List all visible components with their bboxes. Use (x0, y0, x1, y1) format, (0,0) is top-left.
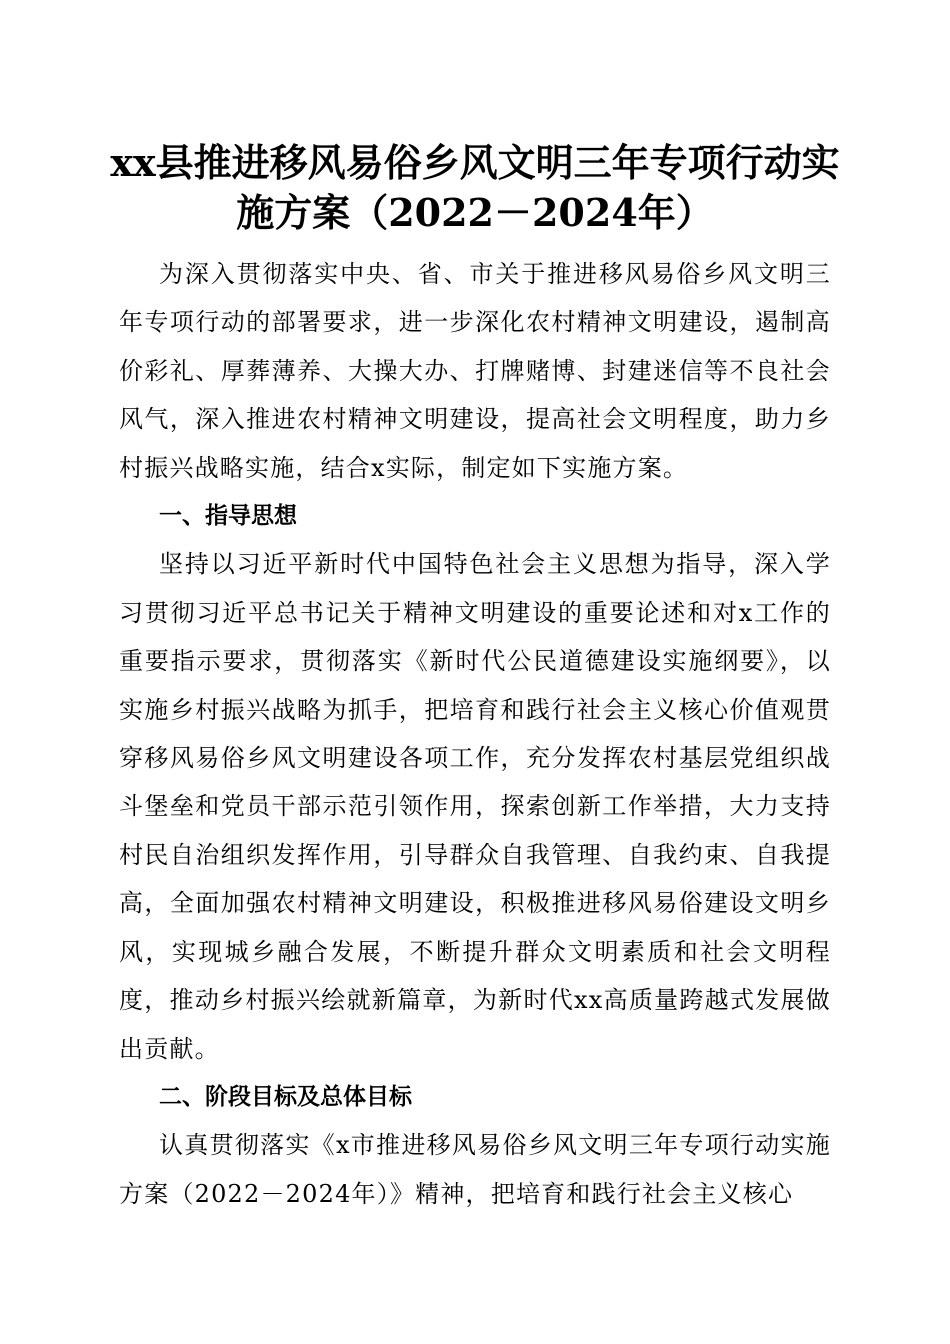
document-body (119, 250, 831, 1218)
section-heading-goals: 二、阶段目标及总体目标 (159, 1083, 412, 1110)
guiding-thought-paragraph: 坚持以习近平新时代中国特色社会主义思想为指导，深入学习贯彻习近平总书记关于精神文明建设的重要论述和对x工作的重要指示要求，贯彻落实《新时代公民道德建设实施纲要》，以实施乡村振兴战略为抓手，把培育和践行社会主义核心价值观贯穿移风易俗乡风文明建设各项工作，充分发挥农村基层党组织战斗堡垒和党员干部示范引领作用，探索创新工作举措，大力支持村民自治组织发挥作用，引导群众自我管理、自我约束、自我提高，全面加强农村精神文明建设，积极推进移风易俗建设文明乡风，实现城乡融合发展，不断提升群众文明素质和社会文明程度，推动乡村振兴绘就新篇章，为新时代xx高质量跨越式发展做出贡献。 (119, 550, 831, 1063)
title-line-1: xx县推进移风易俗乡风文明三年专项行动实 (110, 140, 840, 185)
goals-paragraph: 认真贯彻落实《x市推进移风易俗乡风文明三年专项行动实施方案（2022－2024年）》精神，把培育和践行社会主义核心 (119, 1131, 831, 1208)
title-line-2: 施方案（2022－2024年） (236, 190, 714, 235)
section-heading-guiding-thought: 一、指导思想 (159, 503, 297, 530)
document-title (100, 138, 850, 238)
intro-paragraph: 为深入贯彻落实中央、省、市关于推进移风易俗乡风文明三年专项行动的部署要求，进一步深化农村精神文明建设，遏制高价彩礼、厚葬薄养、大操大办、打牌赌博、封建迷信等不良社会风气，深入推进农村精神文明建设，提高社会文明程度，助力乡村振兴战略实施，结合x实际，制定如下实施方案。 (119, 260, 831, 482)
